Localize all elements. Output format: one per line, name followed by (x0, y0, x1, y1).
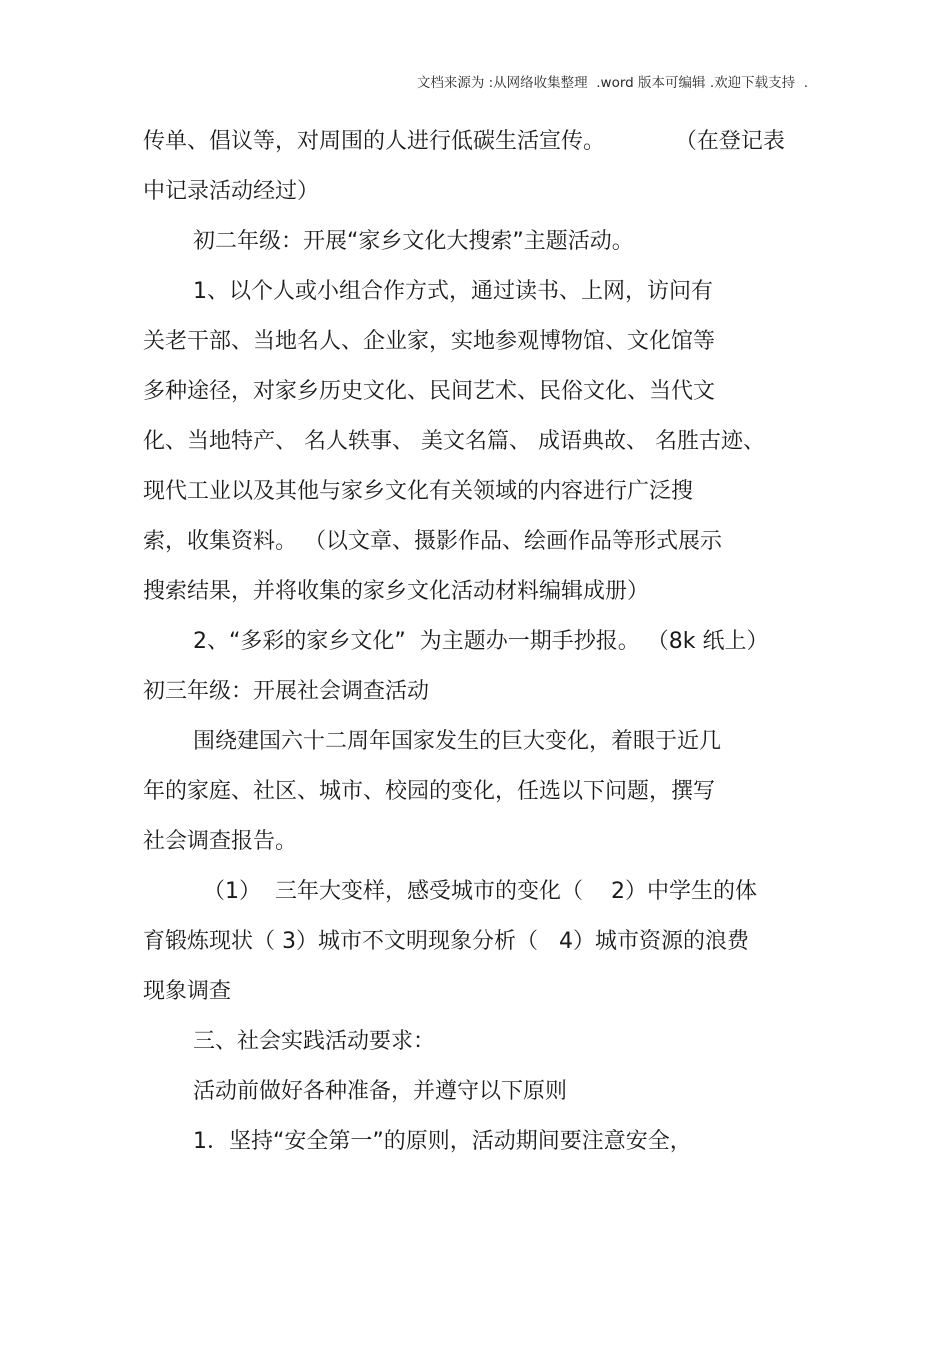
text-line: 2、“多彩的家乡文化” 为主题办一期手抄报。 （8k 纸上） (193, 629, 769, 654)
text-line: 初二年级：开展“家乡文化大搜索”主题活动。 (193, 229, 634, 254)
text-line: 三、社会实践活动要求： (193, 1029, 436, 1054)
text-line: 社会调查报告。 (143, 829, 298, 854)
text-line: 传单、倡议等，对周围的人进行低碳生活宣传。 （在登记表 (143, 129, 785, 154)
text-line: 搜索结果，并将收集的家乡文化活动材料编辑成册） (143, 579, 650, 604)
page-header: 文档来源为 :从网络收集整理 .word 版本可编辑 .欢迎下载支持 . (416, 75, 808, 91)
text-line: 索，收集资料。 （以文章、摄影作品、绘画作品等形式展示 (143, 529, 722, 554)
text-line: 1、以个人或小组合作方式，通过读书、上网，访问有 (193, 279, 713, 304)
text-line: 育锻炼现状（ 3）城市不文明现象分析（ 4）城市资源的浪费 (143, 929, 749, 954)
text-line: 现代工业以及其他与家乡文化有关领域的内容进行广泛搜 (143, 479, 694, 504)
text-line: 围绕建国六十二周年国家发生的巨大变化，着眼于近几 (193, 729, 722, 754)
text-line: 多种途径，对家乡历史文化、民间艺术、民俗文化、当代文 (143, 379, 716, 404)
text-line: 中记录活动经过） (143, 179, 320, 204)
text-line: 年的家庭、社区、城市、校园的变化，任选以下问题，撰写 (143, 779, 716, 804)
text-line: 化、当地特产、 名人轶事、 美文名篇、 成语典故、 名胜古迹、 (143, 429, 765, 454)
text-line: 初三年级：开展社会调查活动 (143, 679, 430, 704)
text-line: 1．坚持“安全第一”的原则，活动期间要注意安全， (193, 1129, 692, 1154)
text-line: 现象调查 (143, 979, 232, 1004)
text-line: 活动前做好各种准备，并遵守以下原则 (193, 1079, 568, 1104)
text-line: （1） 三年大变样，感受城市的变化（ 2）中学生的体 (203, 879, 757, 904)
text-line: 关老干部、当地名人、企业家，实地参观博物馆、文化馆等 (143, 329, 716, 354)
